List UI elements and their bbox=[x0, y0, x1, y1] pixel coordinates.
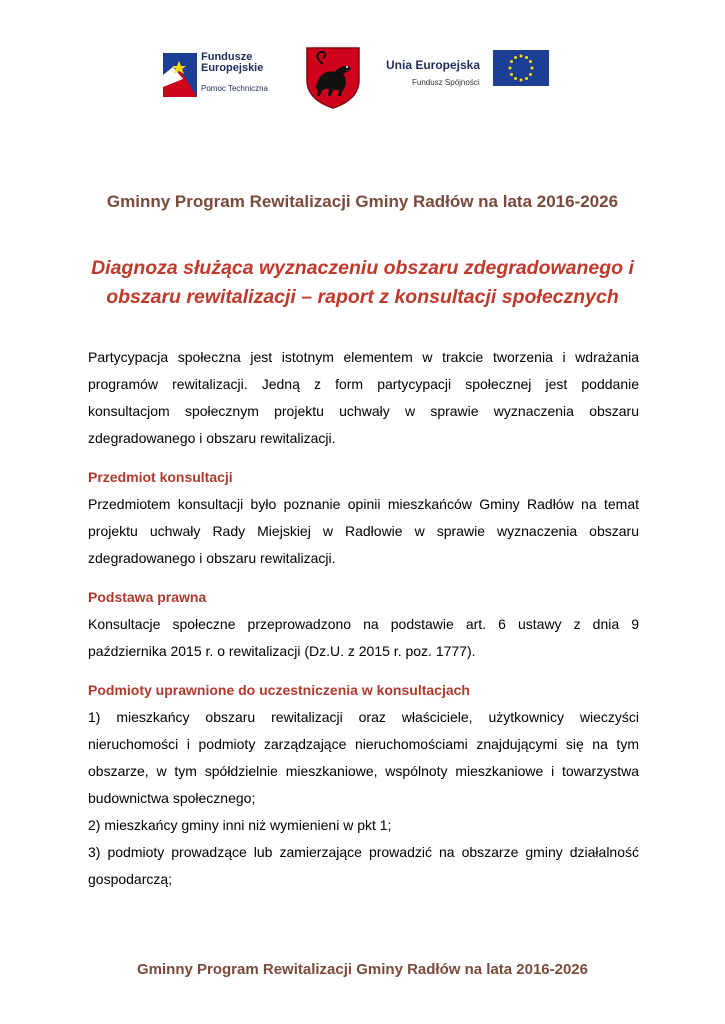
document-title-line1: Diagnoza służąca wyznaczeniu obszaru zdegradowanego i bbox=[91, 257, 634, 279]
ue-title: Unia Europejska bbox=[386, 58, 481, 72]
radlow-coat-of-arms-logo bbox=[303, 44, 363, 110]
list-item: 1) mieszkańcy obszaru rewitalizacji oraz właściciele, użytkownicy wieczyści nieruchomości i podmioty zarządzające nieruchomościami znajdującymi się na tym obszarze, w tym spółdzielnie mieszkaniowe, wspólnoty mieszkaniowe i towarzystwa budownictwa społecznego; bbox=[88, 709, 639, 806]
document-title-line2: obszaru rewitalizacji – raport z konsultacji społecznych bbox=[106, 286, 619, 308]
fundusze-name bbox=[201, 52, 263, 74]
list-item: 2) mieszkańcy gminy inni niż wymienieni w pkt 1; bbox=[88, 817, 392, 833]
section-heading-przedmiot: Przedmiot konsultacji bbox=[88, 469, 233, 485]
program-title: Gminny Program Rewitalizacji Gminy Radłów na lata 2016-2026 bbox=[106, 192, 619, 211]
document-body bbox=[88, 344, 639, 893]
podstawa-paragraph: Konsultacje społeczne przeprowadzono na podstawie art. 6 ustawy z dnia 9 października 2015 r. o rewitalizacji (Dz.U. z 2015 r. poz. 1777). bbox=[88, 616, 639, 659]
fundusze-flag-icon bbox=[163, 53, 197, 97]
fundusze-line1: Fundusze bbox=[201, 51, 253, 63]
page-footer: Gminny Program Rewitalizacji Gminy Radłów na lata 2016-2026 bbox=[137, 961, 588, 978]
section-heading-podmioty: Podmioty uprawnione do uczestniczenia w konsultacjach bbox=[88, 682, 470, 698]
fundusze-subtitle: Pomoc Techniczna bbox=[201, 84, 268, 93]
coat-of-arms-icon bbox=[303, 44, 363, 110]
section-heading-podstawa: Podstawa prawna bbox=[88, 589, 207, 605]
intro-paragraph: Partycypacja społeczna jest istotnym elementem w trakcie tworzenia i wdrażania programów rewitalizacji. Jedną z form partycypacji społecznej jest poddanie konsultacjom społecznym projektu uchwały w sprawie wyznaczenia obszaru zdegradowanego i obszaru rewitalizacji. bbox=[88, 349, 639, 446]
przedmiot-paragraph: Przedmiotem konsultacji było poznanie opinii mieszkańców Gminy Radłów na temat projektu uchwały Rady Miejskiej w Radłowie w sprawie wyznaczenia obszaru zdegradowanego i obszaru rewitalizacji. bbox=[88, 496, 639, 566]
fundusze-europejskie-logo bbox=[163, 50, 275, 102]
eu-flag-icon bbox=[493, 50, 549, 86]
fundusze-line2: Europejskie bbox=[201, 62, 264, 74]
logo-bar bbox=[0, 44, 725, 108]
ue-subtitle: Fundusz Spójności bbox=[412, 78, 480, 87]
document-title bbox=[80, 254, 645, 312]
unia-europejska-logo bbox=[384, 50, 554, 102]
list-item: 3) podmioty prowadzące lub zamierzające prowadzić na obszarze gminy działalność gospodarczą; bbox=[88, 844, 639, 887]
